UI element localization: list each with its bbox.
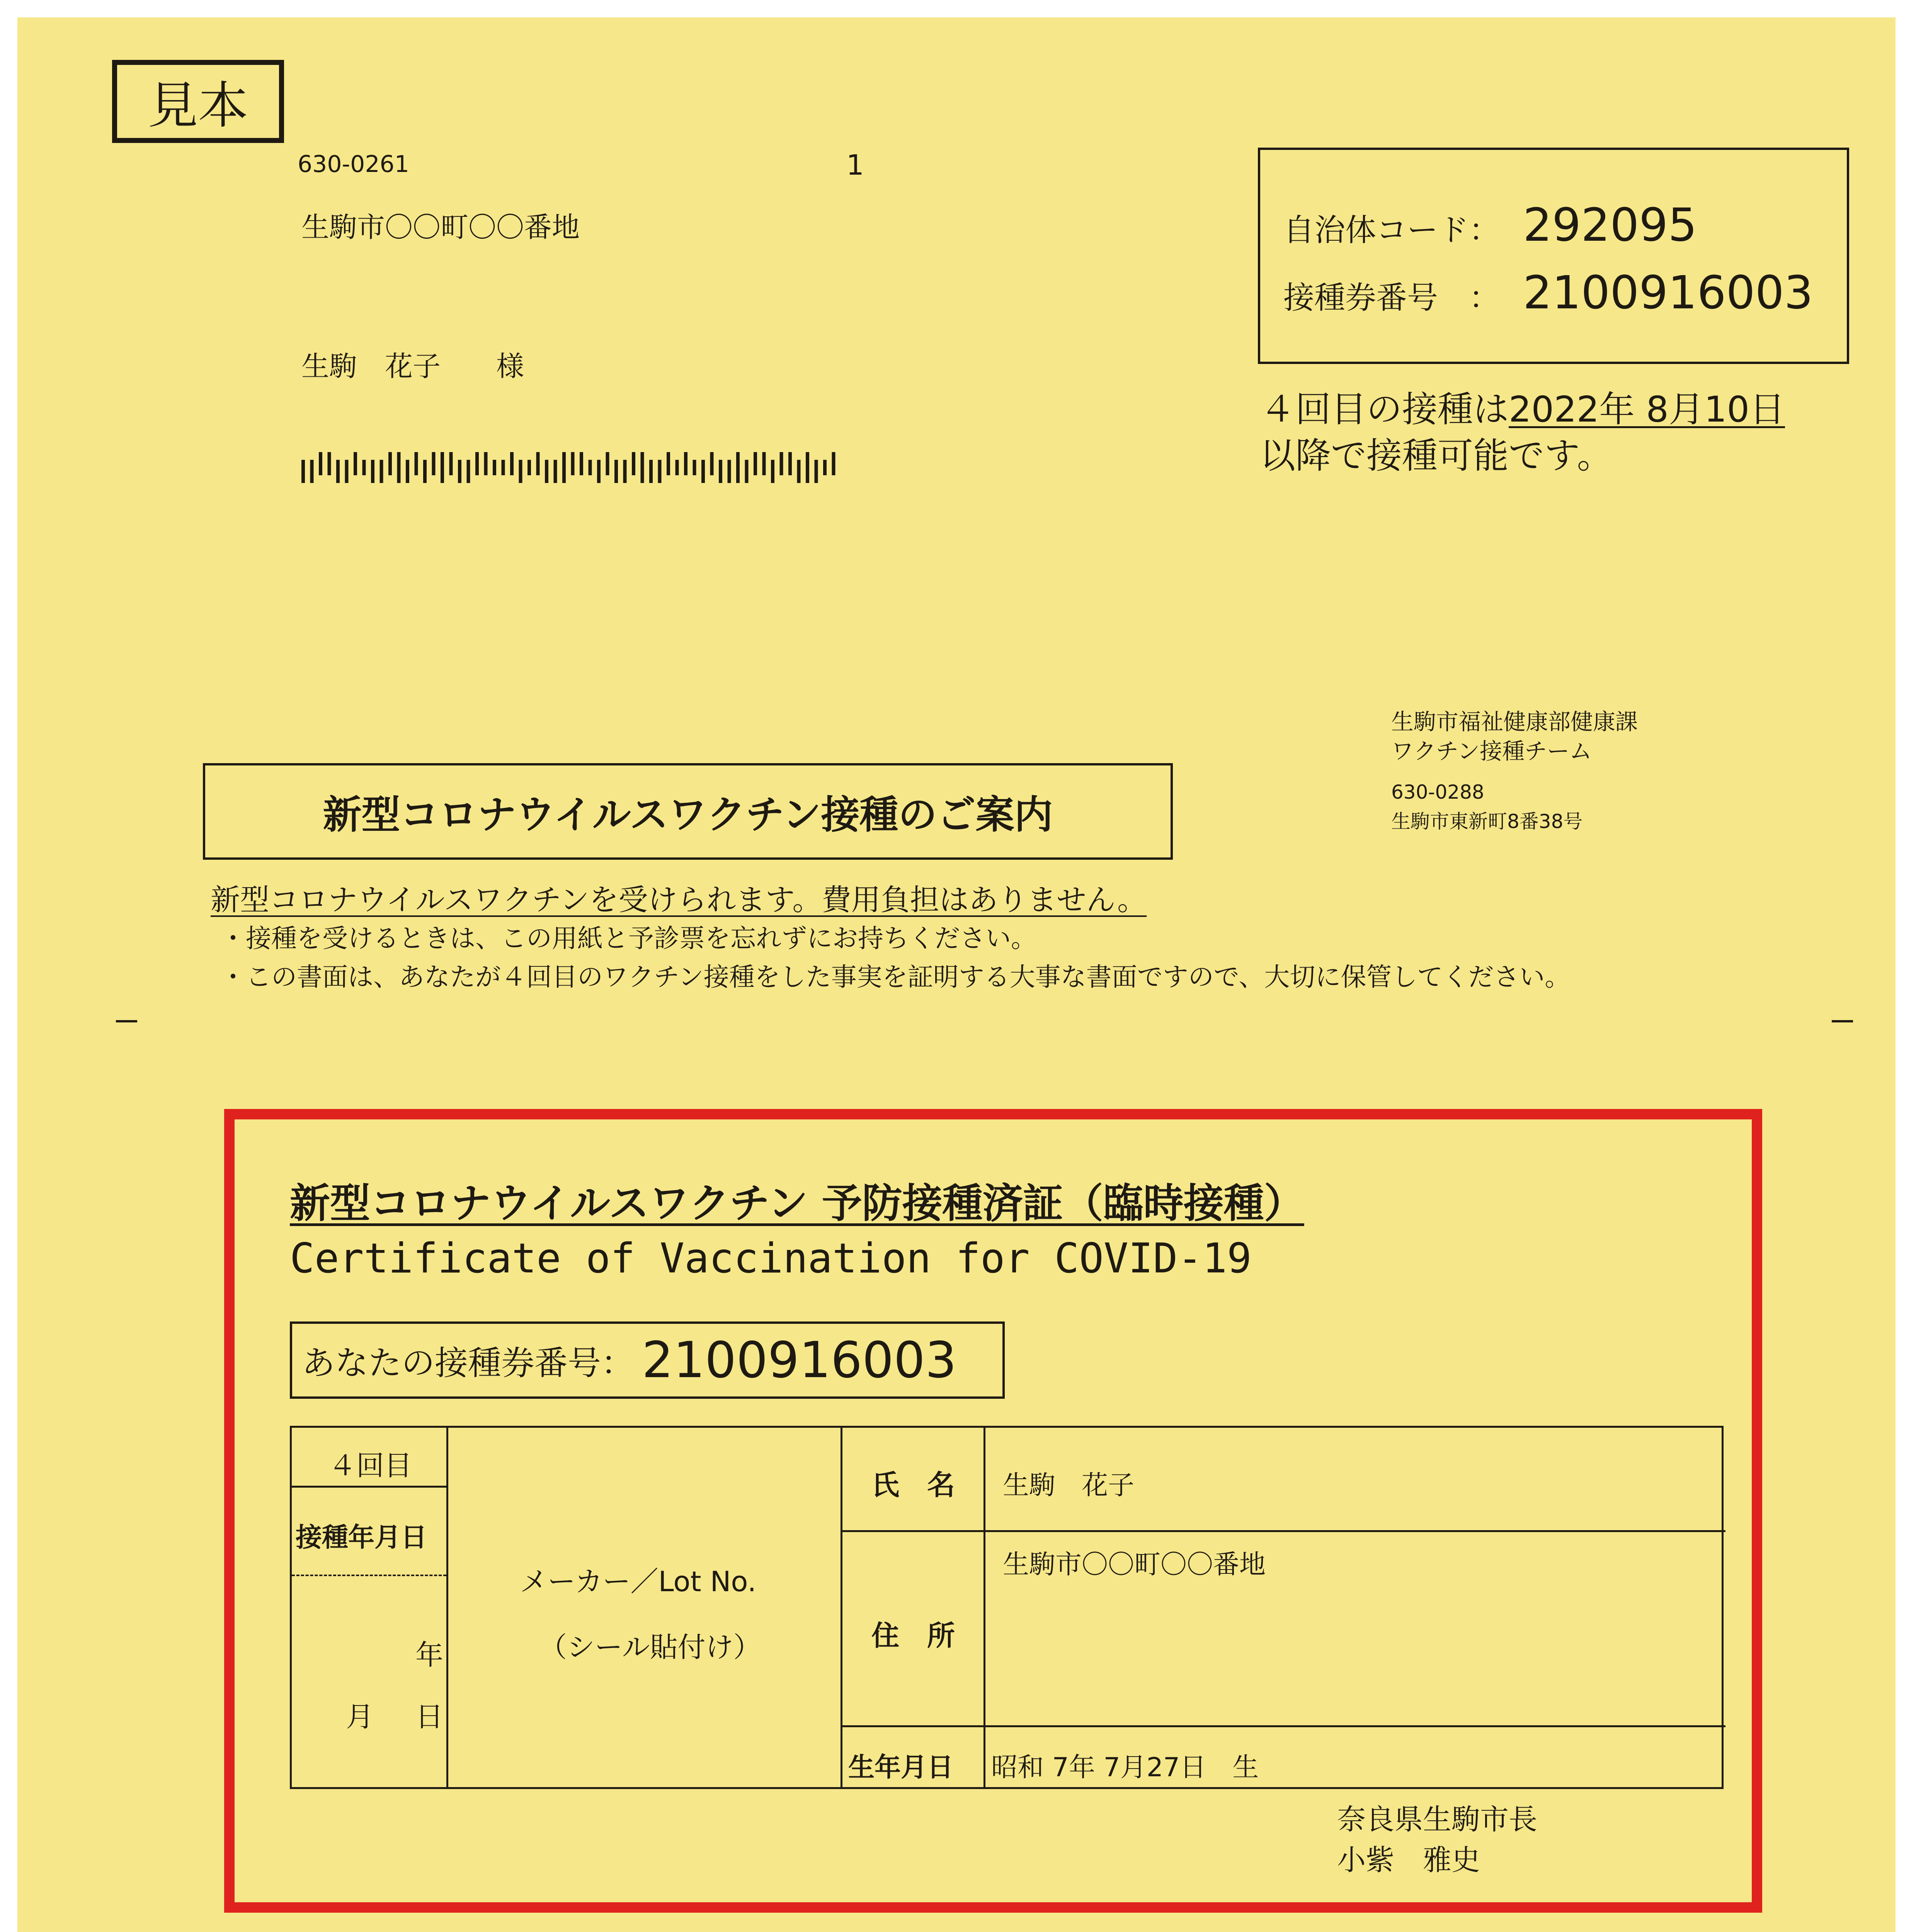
- certificate-ticket-label: あなたの接種券番号：: [302, 1344, 634, 1383]
- notice-lead: 新型コロナウイルスワクチンを受けられます。費用負担はありません。: [211, 883, 1147, 917]
- fourth-dose-date: 2022年 8月10日: [1509, 389, 1785, 430]
- address-label: 住 所: [871, 1619, 955, 1652]
- issuer-title: 奈良県生駒市長: [1337, 1803, 1537, 1836]
- sender-team: ワクチン接種チーム: [1391, 738, 1592, 764]
- certificate-ticket-number: 2100916003: [642, 1331, 957, 1389]
- year-label: 年: [415, 1639, 444, 1671]
- fourth-dose-note: [1260, 386, 1785, 479]
- sender-block: [1391, 707, 1638, 836]
- postal-code: 630-0261: [298, 151, 409, 178]
- sample-stamp: 見本: [112, 60, 284, 143]
- certificate-table: [290, 1426, 1724, 1789]
- notice-title: 新型コロナウイルスワクチン接種のご案内: [203, 763, 1173, 860]
- sender-department: 生駒市福祉健康部健康課: [1391, 709, 1638, 735]
- birth-date-label: 生年月日: [848, 1752, 954, 1783]
- certificate-title-ja: 新型コロナウイルスワクチン 予防接種済証（臨時接種）: [290, 1180, 1304, 1227]
- notice-bullet-2: ・この書面は、あなたが４回目のワクチン接種をした事実を証明する大事な書面ですので、大切に保管してください。: [220, 962, 1571, 992]
- sender-address: 生駒市東新町8番38号: [1391, 810, 1583, 833]
- fourth-dose-suffix: 以降で接種可能です。: [1260, 435, 1613, 476]
- notice-bullet-1: ・接種を受けるときは、この用紙と予診票を忘れずにお持ちください。: [220, 923, 1036, 953]
- birth-date-value: 昭和 7年 7月27日 生: [991, 1752, 1259, 1783]
- day-label: 日: [415, 1701, 444, 1733]
- ticket-number: 2100916003: [1523, 266, 1813, 319]
- fold-mark: [116, 1020, 137, 1022]
- address-value: 生駒市〇〇町〇〇番地: [1003, 1549, 1266, 1580]
- dose-number: ４回目: [328, 1449, 412, 1482]
- sender-postal: 630-0288: [1391, 781, 1484, 803]
- page-mark: 1: [846, 149, 864, 181]
- certificate-title-en: Certificate of Vaccination for COVID-19: [290, 1235, 1252, 1282]
- recipient-name: 生駒 花子 様: [301, 350, 524, 383]
- municipality-code-label: 自治体コード：: [1283, 212, 1500, 248]
- code-box: [1258, 148, 1849, 364]
- recipient-address: 生駒市〇〇町〇〇番地: [301, 211, 580, 243]
- sticker-label: （シール貼付け）: [539, 1631, 761, 1663]
- issuer-name: 小紫 雅史: [1337, 1844, 1480, 1877]
- certificate-ticket-box: [290, 1321, 1005, 1399]
- fold-mark: [1832, 1020, 1853, 1022]
- ticket-number-label: 接種券番号 ：: [1283, 280, 1500, 316]
- maker-lot-label: メーカー／Lot No.: [520, 1565, 757, 1598]
- vaccination-date-label: 接種年月日: [296, 1522, 427, 1553]
- month-label: 月: [346, 1701, 374, 1733]
- name-label: 氏 名: [871, 1469, 955, 1501]
- postal-barcode: [301, 452, 850, 483]
- fourth-dose-prefix: ４回目の接種は: [1260, 389, 1509, 430]
- name-value: 生駒 花子: [1003, 1470, 1135, 1501]
- municipality-code: 292095: [1523, 198, 1697, 252]
